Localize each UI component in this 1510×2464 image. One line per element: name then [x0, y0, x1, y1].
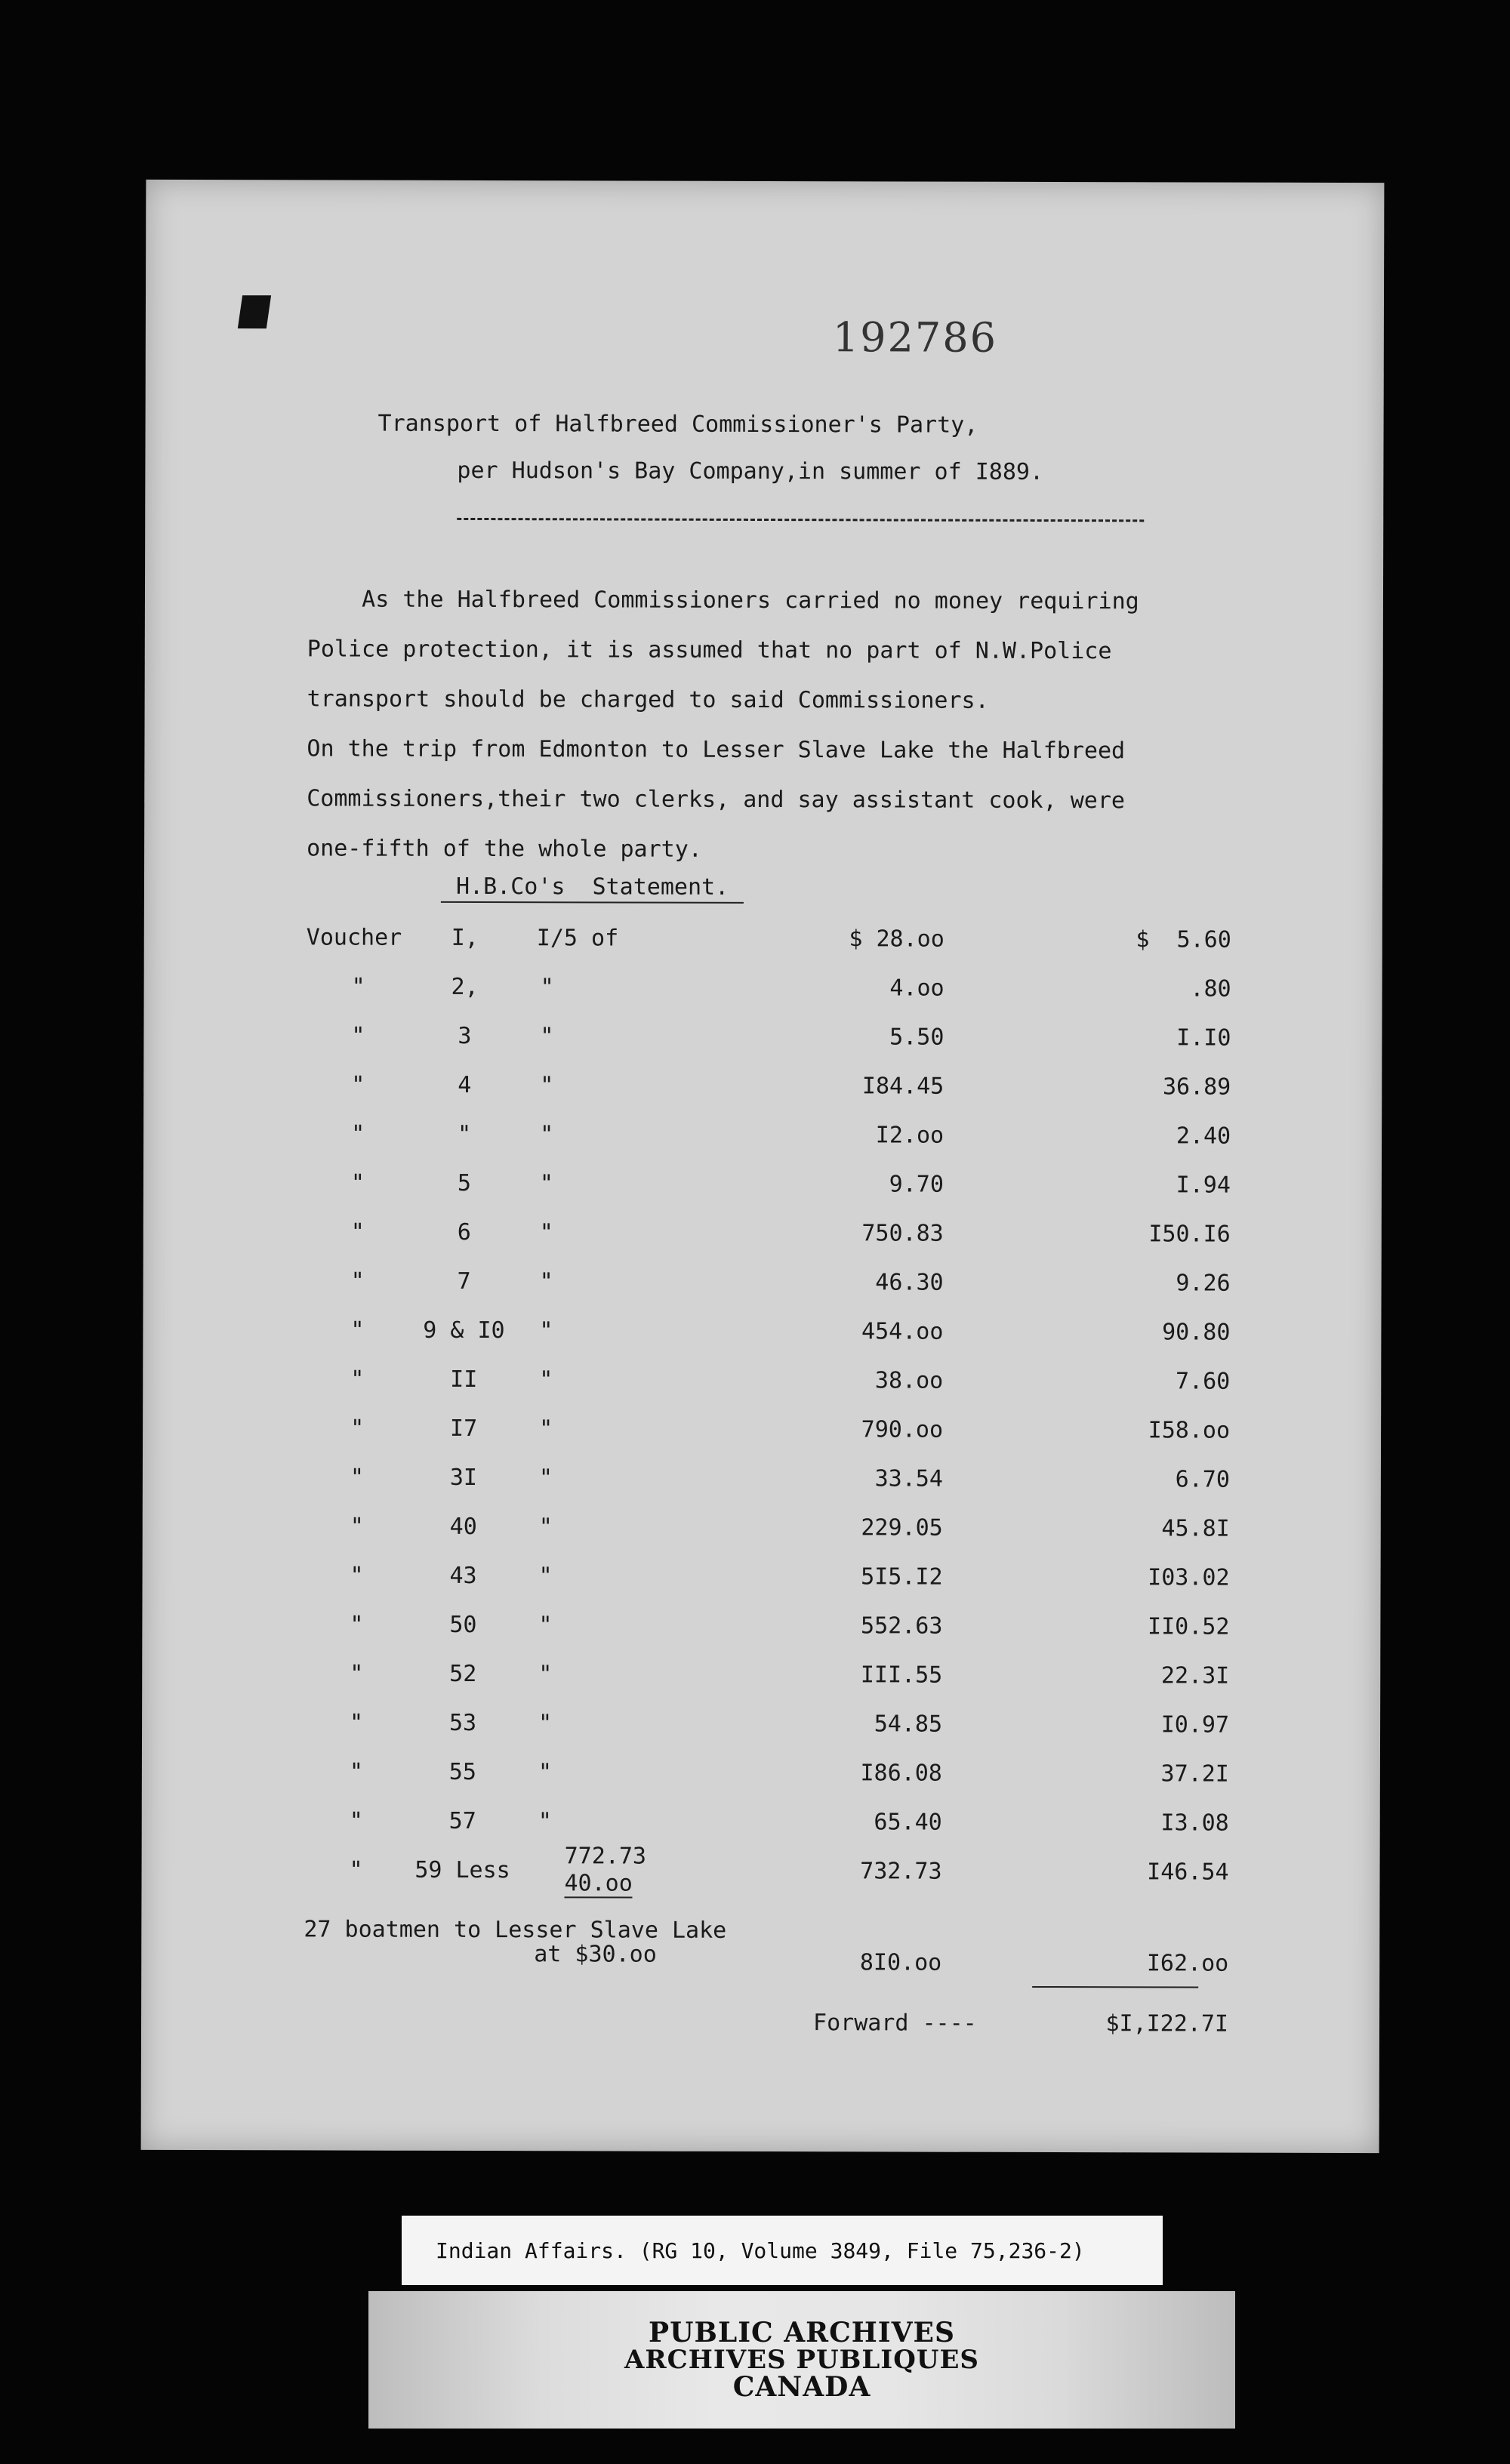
voucher-label: ": [350, 1267, 365, 1295]
row59-subtotal: 772.73: [564, 1843, 647, 1870]
voucher-amount: 9.70: [889, 1171, 944, 1198]
fraction-label: ": [539, 1219, 553, 1246]
voucher-label: ": [350, 1366, 365, 1393]
fraction-label: I/5 of: [536, 925, 619, 952]
voucher-label: ": [350, 1660, 364, 1687]
voucher-number: II: [450, 1366, 478, 1394]
fraction-label: ": [540, 974, 554, 1001]
voucher-amount: 790.oo: [861, 1416, 944, 1443]
table-row: [143, 1415, 1381, 1463]
table-row: [142, 1660, 1380, 1708]
paragraph-line: On the trip from Edmonton to Lesser Slave Lake the Halfbreed: [307, 735, 1126, 765]
one-fifth-amount: I.94: [1176, 1172, 1231, 1199]
one-fifth-amount: 36.89: [1162, 1073, 1231, 1101]
document-page: [141, 180, 1385, 2153]
one-fifth-amount: I50.I6: [1148, 1221, 1231, 1248]
paragraph-line: Commissioners,their two clerks, and say assistant cook, were: [307, 785, 1126, 815]
voucher-amount: III.55: [860, 1662, 943, 1689]
paragraph-line: Police protection, it is assumed that no part of N.W.Police: [307, 636, 1112, 665]
one-fifth-amount: 22.3I: [1160, 1662, 1230, 1689]
voucher-number: 59 Less: [414, 1856, 510, 1884]
voucher-number: 7: [457, 1267, 471, 1295]
stamp-line-1: PUBLIC ARCHIVES: [649, 2317, 955, 2348]
archive-stamp: [368, 2291, 1235, 2429]
fraction-label: ": [539, 1415, 553, 1443]
voucher-number: 5: [457, 1169, 472, 1197]
voucher-amount: 4.oo: [889, 975, 945, 1002]
voucher-label: Voucher: [306, 924, 402, 951]
table-row: [142, 1562, 1380, 1610]
fraction-label: ": [538, 1661, 553, 1688]
table-row: [142, 1611, 1380, 1659]
fraction-label: ": [538, 1465, 553, 1492]
voucher-amount: 33.54: [874, 1465, 943, 1492]
voucher-number: ": [458, 1120, 472, 1147]
voucher-amount: I2.oo: [875, 1122, 945, 1149]
one-fifth-amount: I0.97: [1160, 1711, 1230, 1739]
voucher-amount: 454.oo: [861, 1318, 944, 1345]
one-fifth-amount: .80: [1190, 975, 1231, 1003]
paragraph-line: As the Halfbreed Commissioners carried no money requiring: [307, 586, 1139, 615]
voucher-number: 6: [457, 1218, 471, 1246]
voucher-amount: $ 28.oo: [849, 926, 945, 953]
one-fifth-amount: 2.40: [1176, 1123, 1231, 1150]
voucher-label: ": [351, 973, 365, 1000]
voucher-amount: 552.63: [860, 1612, 943, 1640]
fraction-label: ": [540, 1023, 554, 1050]
voucher-label: ": [350, 1415, 365, 1442]
one-fifth-amount: I58.oo: [1148, 1417, 1231, 1444]
fraction-label: ": [539, 1170, 554, 1197]
one-fifth-amount: 9.26: [1176, 1270, 1231, 1297]
intro-paragraph: [307, 574, 1304, 876]
voucher-label: ": [350, 1513, 364, 1540]
one-fifth-amount: 37.2I: [1160, 1760, 1229, 1788]
one-fifth-amount: I03.02: [1148, 1564, 1230, 1591]
table-row: [142, 1709, 1380, 1757]
voucher-number: 3I: [449, 1464, 478, 1492]
voucher-label: ": [350, 1169, 365, 1197]
stamp-line-3: CANADA: [732, 2371, 871, 2403]
table-row: [143, 1218, 1382, 1267]
title-divider: [457, 518, 1144, 522]
table-row: [141, 1856, 1379, 1905]
table-row: [143, 1022, 1382, 1070]
voucher-number: 55: [448, 1758, 477, 1786]
table-row: [144, 973, 1382, 1021]
corner-mark: [238, 295, 271, 328]
table-row: [142, 1758, 1380, 1806]
voucher-amount: 5I5.I2: [861, 1563, 943, 1591]
voucher-number: 57: [448, 1807, 476, 1835]
table-row: [143, 1120, 1382, 1169]
voucher-amount: 46.30: [875, 1269, 944, 1296]
one-fifth-amount: 45.8I: [1161, 1515, 1230, 1542]
voucher-number: 40: [449, 1513, 477, 1541]
voucher-amount: 732.73: [860, 1858, 942, 1885]
table-row: [143, 1317, 1381, 1365]
table-row: [143, 1267, 1381, 1316]
statement-title: H.B.Co's Statement.: [441, 873, 744, 904]
voucher-amount: I84.45: [861, 1073, 945, 1100]
voucher-number: 4: [458, 1071, 472, 1098]
boatmen-amount: 8I0.oo: [859, 1949, 942, 1976]
one-fifth-amount: I3.08: [1160, 1810, 1229, 1837]
stamp-line-2: ARCHIVES PUBLIQUES: [624, 2345, 979, 2375]
fraction-label: ": [538, 1710, 553, 1737]
voucher-label: ": [350, 1464, 365, 1491]
table-row: [143, 1366, 1381, 1414]
table-row: [142, 1807, 1380, 1856]
forward-value: $I,I22.7I: [1105, 2010, 1229, 2037]
table-row: [144, 924, 1382, 972]
voucher-number: I,: [451, 924, 479, 952]
voucher-amount: 54.85: [874, 1711, 943, 1738]
voucher-number: 43: [449, 1562, 477, 1590]
archive-reference: Indian Affairs. (RG 10, Volume 3849, File 75,236-2): [402, 2216, 1163, 2285]
voucher-amount: I86.08: [860, 1760, 942, 1787]
voucher-label: ": [350, 1218, 365, 1246]
table-row: [143, 1169, 1382, 1218]
paragraph-line: transport should be charged to said Commissioners.: [307, 685, 989, 714]
fraction-label: ": [539, 1268, 553, 1295]
one-fifth-amount: 7.60: [1175, 1368, 1231, 1395]
one-fifth-amount: II0.52: [1147, 1613, 1230, 1640]
voucher-amount: 38.oo: [874, 1367, 944, 1394]
boatmen-row: [141, 1948, 1379, 1996]
voucher-number: 2,: [451, 973, 479, 1001]
forward-label: Forward ----: [812, 2010, 977, 2037]
voucher-number: 50: [449, 1611, 477, 1639]
voucher-label: ": [351, 1071, 365, 1098]
voucher-number: I7: [449, 1415, 478, 1443]
title-line-2: per Hudson's Bay Company,in summer of I889.: [457, 457, 1044, 485]
boatmen-line-1: 27 boatmen to Lesser Slave Lake: [304, 1916, 727, 1944]
voucher-number: 52: [449, 1660, 477, 1688]
boatmen-line-2: at $30.oo: [534, 1941, 657, 1968]
fraction-label: ": [538, 1514, 553, 1541]
fraction-label: ": [539, 1317, 553, 1344]
one-fifth-amount: I.I0: [1176, 1024, 1231, 1052]
document-number: 192786: [832, 313, 998, 362]
voucher-amount: 5.50: [889, 1024, 945, 1051]
voucher-label: ": [349, 1807, 363, 1834]
fraction-label: ": [538, 1808, 552, 1835]
voucher-label: ": [350, 1611, 364, 1638]
row59-less: 40.oo: [564, 1870, 633, 1897]
voucher-label: ": [350, 1317, 365, 1344]
fraction-label: ": [540, 1072, 554, 1099]
boatmen-fifth: I62.oo: [1146, 1950, 1229, 1977]
voucher-number: 53: [448, 1709, 477, 1737]
voucher-label: ": [350, 1709, 364, 1736]
voucher-label: ": [349, 1856, 363, 1883]
table-row: [143, 1071, 1382, 1120]
voucher-label: ": [351, 1022, 365, 1049]
voucher-amount: 229.05: [861, 1514, 943, 1542]
fraction-label: ": [538, 1563, 553, 1590]
table-row: [143, 1513, 1381, 1561]
voucher-label: ": [351, 1120, 365, 1147]
title-line-1: Transport of Halfbreed Commissioner's Party,: [378, 410, 978, 439]
one-fifth-amount: 90.80: [1162, 1319, 1231, 1346]
fraction-label: ": [538, 1612, 553, 1639]
voucher-number: 3: [458, 1022, 472, 1049]
table-row: [143, 1464, 1381, 1512]
fraction-label: ": [538, 1759, 553, 1786]
voucher-number: 9 & I0: [423, 1317, 505, 1344]
voucher-amount: 750.83: [861, 1220, 944, 1247]
one-fifth-amount: 6.70: [1175, 1466, 1230, 1493]
voucher-label: ": [349, 1758, 364, 1785]
voucher-amount: 65.40: [874, 1809, 942, 1836]
fraction-label: ": [539, 1366, 553, 1394]
one-fifth-amount: $ 5.60: [1136, 926, 1231, 953]
paragraph-line: one-fifth of the whole party.: [307, 835, 702, 863]
one-fifth-amount: I46.54: [1147, 1859, 1229, 1886]
voucher-label: ": [350, 1562, 364, 1589]
fraction-label: ": [540, 1121, 554, 1148]
